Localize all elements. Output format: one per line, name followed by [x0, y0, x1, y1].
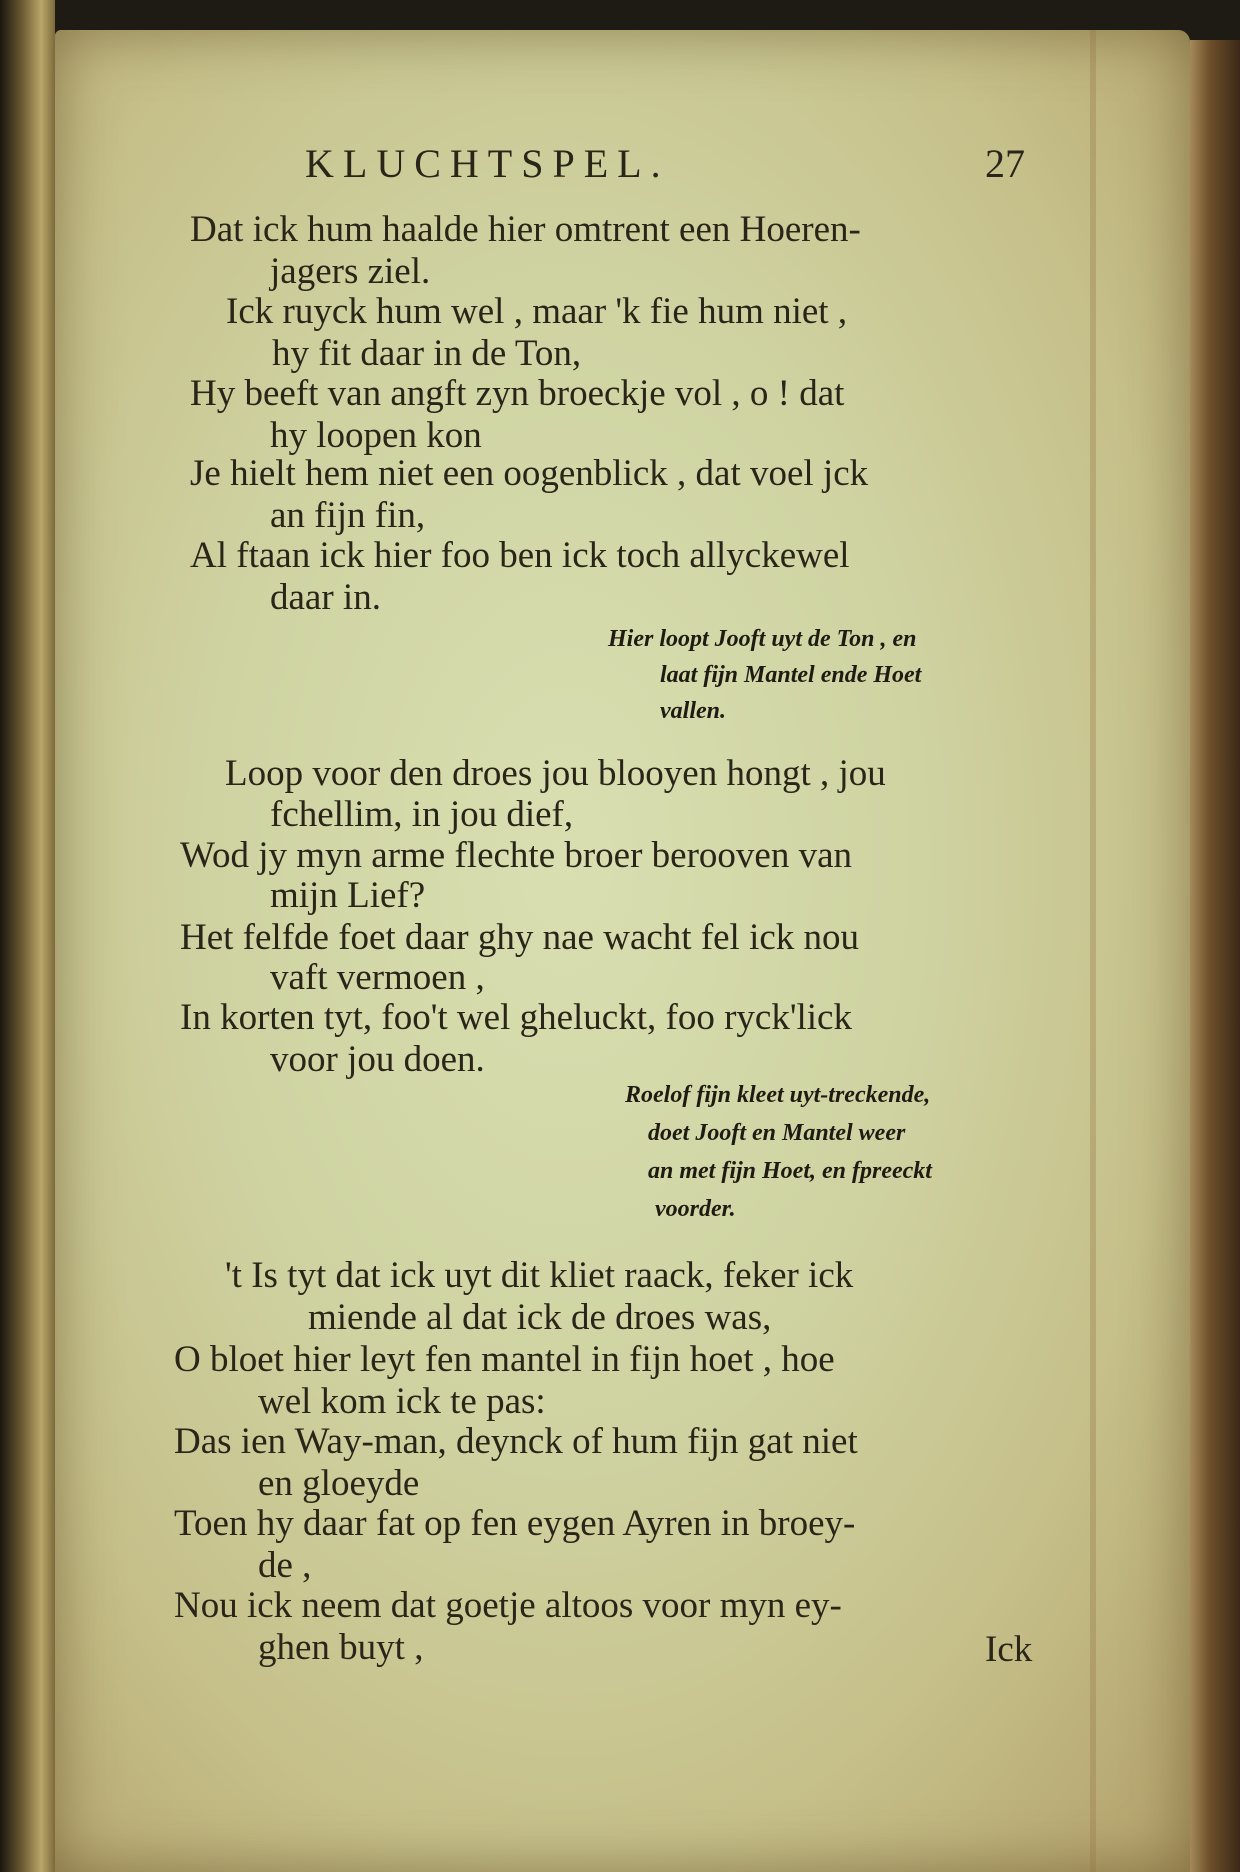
verse-line: 't Is tyt dat ick uyt dit kliet raack, feker ick [225, 1255, 854, 1296]
stage-direction-line: laat fijn Mantel ende Hoet [660, 662, 922, 688]
verse-line: Je hielt hem niet een oogenblick , dat voel jck [190, 453, 869, 494]
verse-line: voor jou doen. [270, 1039, 485, 1080]
catchword: Ick [985, 1629, 1033, 1670]
verse-line: an fijn fin, [270, 495, 426, 536]
verse-line: wel kom ick te pas: [258, 1381, 546, 1422]
verse-line: O bloet hier leyt fen mantel in fijn hoet , hoe [174, 1339, 835, 1380]
stage-direction-line: Hier loopt Jooft uyt de Ton , en [608, 626, 917, 652]
verse-line: Loop voor den droes jou blooyen hongt , jou [225, 753, 886, 794]
verse-line: In korten tyt, foo't wel gheluckt, foo ryck'lick [180, 997, 852, 1038]
stage-direction-line: doet Jooft en Mantel weer [648, 1120, 906, 1146]
running-head: KLUCHTSPEL. [305, 141, 670, 186]
verse-line: jagers ziel. [270, 251, 431, 292]
verse-line: hy loopen kon [270, 415, 482, 456]
left-page-edge [0, 0, 55, 1872]
verse-line: Nou ick neem dat goetje altoos voor myn ey- [174, 1585, 842, 1626]
verse-line: daar in. [270, 577, 381, 618]
verse-line: Al ftaan ick hier foo ben ick toch allyckewel [190, 535, 850, 576]
verse-line: hy fit daar in de Ton, [272, 333, 582, 374]
stage-direction-line: vallen. [660, 698, 726, 724]
verse-line: Hy beeft van angft zyn broeckje vol , o ! dat [190, 373, 845, 414]
verse-line: Wod jy myn arme flechte broer berooven van [180, 835, 853, 876]
verse-line: Das ien Way-man, deynck of hum fijn gat niet [174, 1421, 858, 1462]
verse-line: Dat ick hum haalde hier omtrent een Hoeren- [190, 209, 861, 250]
right-page-edge [1190, 40, 1240, 1872]
verse-line: miende al dat ick de droes was, [308, 1297, 772, 1338]
verse-line: mijn Lief? [270, 875, 426, 916]
verse-line: Toen hy daar fat op fen eygen Ayren in broey- [174, 1503, 856, 1544]
verse-line: Het felfde foet daar ghy nae wacht fel ick nou [180, 917, 860, 958]
verse-line: ghen buyt , [258, 1627, 424, 1668]
verse-line: vaft vermoen , [270, 957, 485, 998]
stage-direction-line: voorder. [655, 1196, 736, 1222]
verse-line: en gloeyde [258, 1463, 420, 1504]
verse-line: Ick ruyck hum wel , maar 'k fie hum niet , [226, 291, 848, 332]
verse-line: de , [258, 1545, 312, 1586]
stage-direction-line: an met fijn Hoet, en fpreeckt [648, 1158, 932, 1184]
stage-direction-line: Roelof fijn kleet uyt-treckende, [625, 1082, 931, 1108]
page-number: 27 [985, 141, 1025, 186]
verse-line: fchellim, in jou dief, [270, 794, 574, 835]
page-fold-line [1090, 30, 1096, 1872]
